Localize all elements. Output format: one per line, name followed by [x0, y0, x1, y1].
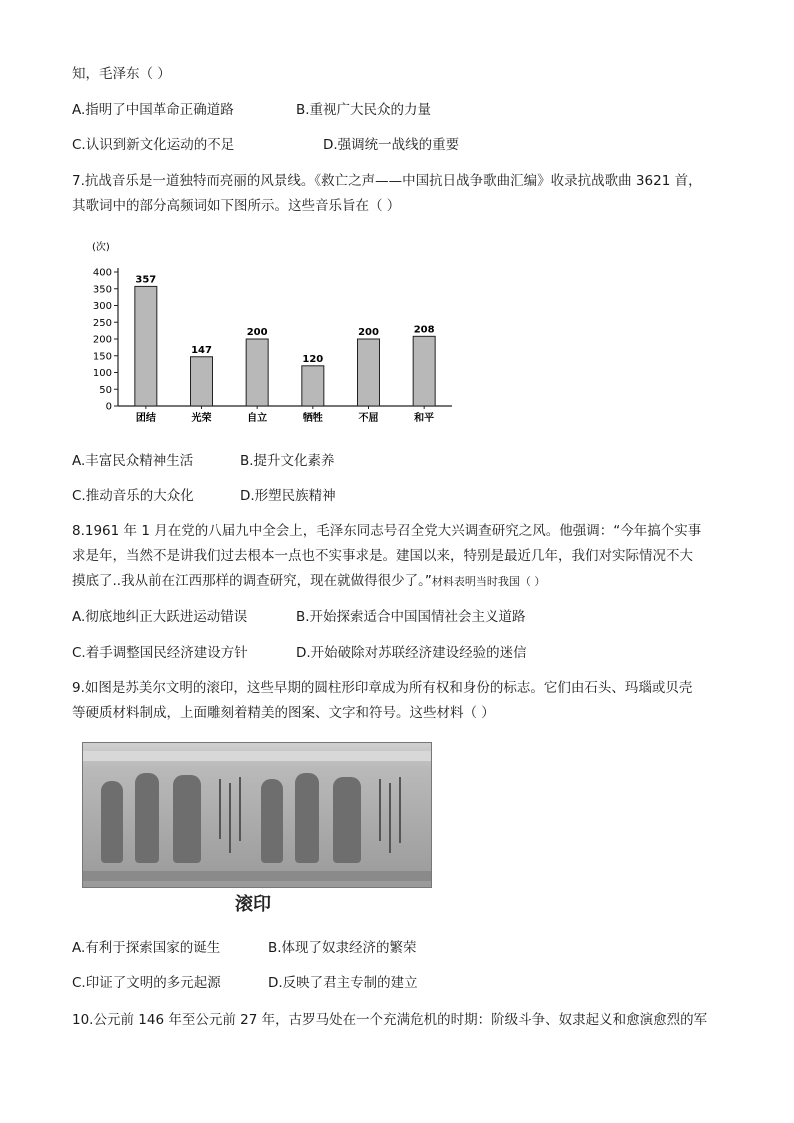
- chart-y-tick-label: 150: [92, 351, 112, 363]
- chart-bar: [358, 339, 380, 406]
- chart-x-tick-label: 自立: [247, 413, 268, 424]
- chart-bars: [135, 286, 435, 406]
- chart-bar: [302, 366, 324, 406]
- q7-stem-line1: 7.抗战音乐是一道独特而亮丽的风景线。《救亡之声——中国抗日战争歌曲汇编》收录抗战歌曲 3621 首，: [72, 173, 702, 189]
- chart-y-tick-label: 300: [92, 301, 112, 312]
- chart-data-label: 120: [302, 353, 324, 365]
- chart-data-label: 200: [358, 327, 379, 338]
- seal-inscription: [379, 779, 381, 841]
- chart-x-tick-label: 团结: [135, 413, 156, 424]
- q6-option-d: D.强调统一战线的重要: [323, 137, 460, 153]
- chart-y-tick-label: 50: [99, 384, 112, 396]
- q9-stem-line1: 9.如图是苏美尔文明的滚印，这些早期的圆柱形印章成为所有权和身份的标志。它们由石头、玛瑙或贝壳: [72, 680, 693, 696]
- chart-y-tick-label: 400: [92, 267, 112, 279]
- q9-stem-line2: 等硬质材料制成，上面雕刻着精美的图案、文字和符号。这些材料（ ）: [72, 705, 495, 721]
- chart-data-label: 208: [413, 324, 435, 336]
- q8-option-d: D.开始破除对苏联经济建设经验的迷信: [296, 645, 527, 661]
- chart-y-tick-label: 0: [105, 401, 112, 413]
- q6-option-b: B.重视广大民众的力量: [296, 102, 432, 118]
- chart-y-tick-label: 100: [92, 368, 112, 379]
- seal-inscription: [219, 779, 221, 839]
- seal-figure: [173, 775, 201, 863]
- chart-x-tick-label: 不屈: [358, 413, 379, 424]
- q7-stem-line2: 其歌词中的部分高频词如下图所示。这些音乐旨在（ ）: [72, 198, 401, 214]
- seal-top-band: [83, 751, 431, 761]
- chart-y-axis-label: (次): [92, 242, 110, 253]
- q8-option-a: A.彻底地纠正大跃进运动错误: [72, 609, 248, 625]
- q6-option-c: C.认识到新文化运动的不足: [72, 137, 235, 153]
- chart-bar: [413, 336, 435, 406]
- q6-option-a: A.指明了中国革命正确道路: [72, 102, 234, 118]
- seal-figure: [333, 777, 361, 863]
- q8-stem-line3: [72, 571, 545, 592]
- q8-option-b: B.开始探索适合中国国情社会主义道路: [296, 609, 526, 625]
- chart-bar: [135, 286, 157, 406]
- q7-option-a: A.丰富民众精神生活: [72, 453, 194, 469]
- q9-option-c: C.印证了文明的多元起源: [72, 975, 221, 991]
- chart-data-labels: [135, 274, 434, 364]
- chart-svg: [72, 234, 462, 426]
- chart-y-ticks: [93, 268, 118, 413]
- seal-inscription: [239, 777, 241, 841]
- chart-x-tick-label: 光荣: [191, 413, 212, 424]
- seal-caption: 滚印: [235, 894, 271, 915]
- chart-x-tick-label: 和平: [414, 413, 435, 424]
- chart-data-label: 357: [135, 274, 157, 286]
- cylinder-seal-image: [82, 742, 432, 888]
- seal-inscription: [229, 783, 231, 853]
- chart-data-label: 200: [246, 327, 268, 338]
- seal-figure: [261, 779, 283, 863]
- seal-figure: [295, 773, 319, 863]
- q9-option-a: A.有利于探索国家的诞生: [72, 940, 221, 956]
- chart-x-ticks: [136, 406, 434, 424]
- q7-option-b: B.提升文化素养: [240, 453, 335, 469]
- seal-figure: [101, 781, 123, 863]
- chart-y-tick-label: 200: [92, 334, 112, 346]
- chart-bar: [246, 339, 268, 406]
- seal-inscription: [389, 783, 391, 853]
- q10-stem-line1: 10.公元前 146 年至公元前 27 年，古罗马处在一个充满危机的时期：阶级斗争、奴隶起义和愈演愈烈的军: [72, 1012, 708, 1028]
- q7-option-c: C.推动音乐的大众化: [72, 488, 194, 504]
- chart-y-tick-label: 350: [92, 284, 112, 296]
- q8-stem-line2: 求是年，当然不是讲我们过去根本一点也不实事求是。建国以来，特别是最近几年，我们对实际情况不大: [72, 548, 693, 564]
- chart-x-tick-label: 牺牲: [302, 413, 323, 424]
- chart-data-label: 147: [191, 344, 212, 356]
- chart-axes: [118, 268, 452, 406]
- seal-inscription: [399, 777, 401, 843]
- q8-stem-line1: 8.1961 年 1 月在党的八届九中全会上，毛泽东同志号召全党大兴调查研究之风。他强调：“今年搞个实事: [72, 523, 702, 539]
- seal-figure: [135, 773, 159, 863]
- seal-bottom-band: [83, 871, 431, 881]
- q9-option-b: B.体现了奴隶经济的繁荣: [268, 940, 417, 956]
- q8-stem-line3-small: 材料表明当时我国（ ）: [431, 575, 546, 588]
- q6-stem: 知，毛泽东（ ）: [72, 66, 171, 82]
- q9-option-d: D.反映了君主专制的建立: [268, 975, 418, 991]
- q7-option-d: D.形塑民族精神: [240, 488, 336, 504]
- q8-stem-line3-main: 摸底了..我从前在江西那样的调查研究，现在就做得很少了。”: [72, 573, 432, 589]
- q8-option-c: C.着手调整国民经济建设方针: [72, 645, 248, 661]
- word-frequency-chart: [72, 234, 462, 426]
- chart-bar: [191, 357, 213, 406]
- chart-y-tick-label: 250: [92, 317, 112, 329]
